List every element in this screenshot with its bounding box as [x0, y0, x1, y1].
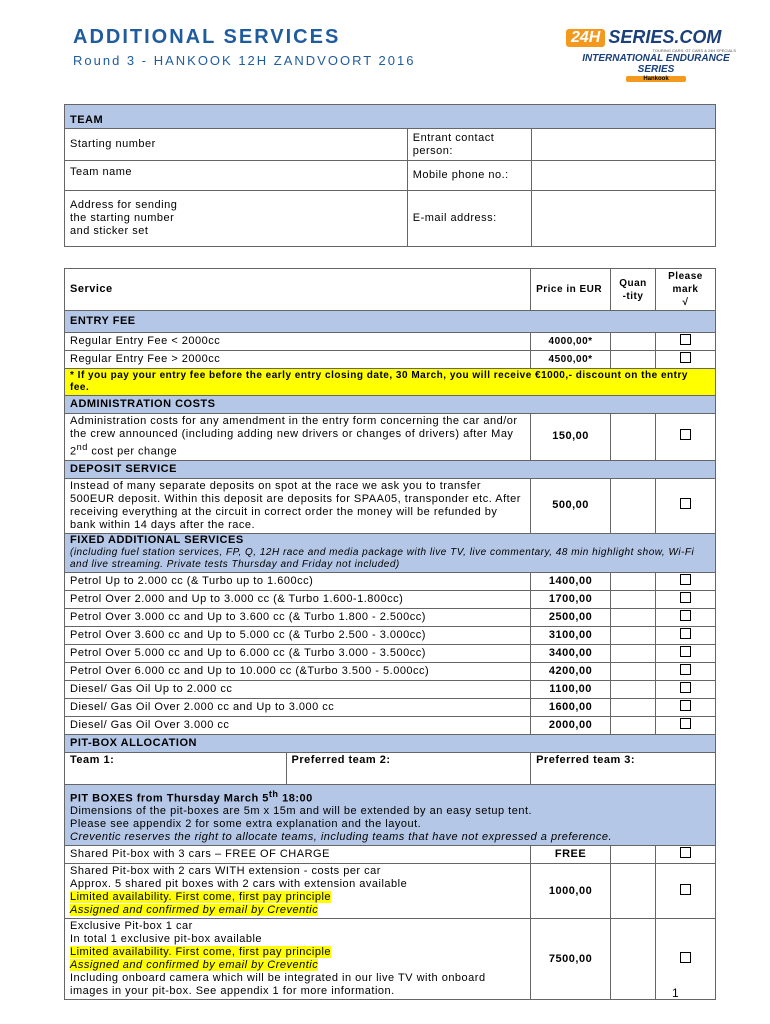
entrant-contact-field[interactable] — [531, 129, 715, 161]
mark-checkbox[interactable] — [680, 646, 691, 657]
pitbox-times-time: 18:00 — [278, 792, 313, 805]
fixed-label: Petrol Over 6.000 cc and Up to 10.000 cc (&Turbo 3.500 - 5.000cc) — [65, 662, 531, 680]
mark-checkbox[interactable] — [680, 592, 691, 603]
pitbox-reserve: Creventic reserves the right to allocate teams, including teams that have not expressed a preference. — [70, 831, 613, 844]
quantity-field[interactable] — [611, 680, 656, 698]
table-row — [65, 644, 716, 662]
pitbox-option-line: Exclusive Pit-box 1 car — [70, 920, 193, 933]
pitbox-times-text: PIT BOXES from Thursday March 5 — [70, 792, 269, 805]
fixed-label: Petrol Over 3.600 cc and Up to 5.000 cc (& Turbo 2.500 - 3.000cc) — [65, 626, 531, 644]
mark-checkbox[interactable] — [680, 574, 691, 585]
mark-checkbox[interactable] — [680, 952, 691, 963]
deposit-price: 500,00 — [531, 478, 611, 533]
mark-checkbox[interactable] — [680, 682, 691, 693]
team-table — [64, 104, 716, 247]
table-row — [65, 572, 716, 590]
mark-col-label: Please mark — [668, 271, 703, 295]
quantity-field[interactable] — [611, 608, 656, 626]
pitbox-appendix: Please see appendix 2 for some extra explanation and the layout. — [70, 818, 422, 831]
entrant-contact-label: Entrant contact person: — [407, 129, 531, 161]
price-col-header: Price in EUR — [531, 269, 611, 311]
fixed-label: Diesel/ Gas Oil Over 3.000 cc — [65, 716, 531, 734]
quantity-field[interactable] — [611, 662, 656, 680]
pitbox-option-description — [65, 919, 531, 1000]
pitbox-option-price: FREE — [531, 846, 611, 864]
quantity-field[interactable] — [611, 698, 656, 716]
quantity-field[interactable] — [611, 351, 656, 369]
services-table — [64, 268, 716, 1000]
fixed-price: 1400,00 — [531, 572, 611, 590]
admin-description — [65, 414, 531, 461]
quantity-field[interactable] — [611, 644, 656, 662]
entry-fee-heading: ENTRY FEE — [65, 311, 716, 333]
mark-checkbox[interactable] — [680, 352, 691, 363]
pitbox-option-highlight: Assigned and confirmed by email by Creventic — [70, 904, 319, 917]
pitbox-option-highlight: Assigned and confirmed by email by Creventic — [70, 959, 319, 972]
mark-checkbox[interactable] — [680, 334, 691, 345]
deposit-description: Instead of many separate deposits on spot at the race we ask you to transfer 500EUR deposit. Within this deposit are deposits for SPAA05, transponder etc. After receiving everything at the circuit in correct order the money will be refunded by bank within 14 days after the race. — [65, 478, 531, 533]
fixed-price: 2500,00 — [531, 608, 611, 626]
fixed-price: 4200,00 — [531, 662, 611, 680]
address-label: Address for sending the starting number and sticker set — [65, 191, 408, 247]
team2-field[interactable]: Preferred team 2: — [286, 752, 531, 784]
mark-checkbox[interactable] — [680, 610, 691, 621]
checkmark-icon: √ — [682, 297, 689, 308]
page-subtitle: Round 3 - HANKOOK 12H ZANDVOORT 2016 — [73, 53, 416, 68]
fixed-label: Petrol Up to 2.000 cc (& Turbo up to 1.600cc) — [65, 572, 531, 590]
fixed-price: 3400,00 — [531, 644, 611, 662]
pitbox-times-sup: th — [268, 788, 279, 799]
logo-24h: 24H — [566, 29, 605, 47]
table-row — [65, 716, 716, 734]
pitbox-option-line: In total 1 exclusive pit-box available — [70, 933, 263, 946]
logo-hankook: Hankook — [626, 76, 686, 82]
fixed-price: 1600,00 — [531, 698, 611, 716]
service-col-header: Service — [65, 269, 531, 311]
starting-number-label: Starting number — [65, 129, 408, 161]
mark-checkbox[interactable] — [680, 884, 691, 895]
logo-series: SERIES.COM — [608, 27, 722, 47]
quantity-field[interactable] — [611, 572, 656, 590]
fixed-label: Petrol Over 3.000 cc and Up to 3.600 cc (& Turbo 1.800 - 2.500cc) — [65, 608, 531, 626]
mobile-field[interactable] — [531, 161, 715, 191]
mark-checkbox[interactable] — [680, 429, 691, 440]
pitbox-option-price: 1000,00 — [531, 864, 611, 919]
table-row — [65, 698, 716, 716]
page-title: ADDITIONAL SERVICES — [73, 26, 341, 48]
quantity-field[interactable] — [611, 414, 656, 461]
table-row — [65, 608, 716, 626]
table-row — [65, 333, 716, 351]
fixed-label: Diesel/ Gas Oil Up to 2.000 cc — [65, 680, 531, 698]
fixed-price: 1700,00 — [531, 590, 611, 608]
page-number: 1 — [672, 986, 679, 1000]
quantity-field[interactable] — [611, 626, 656, 644]
fixed-label: Petrol Over 2.000 and Up to 3.000 cc (& Turbo 1.600-1.800cc) — [65, 590, 531, 608]
quantity-field[interactable] — [611, 333, 656, 351]
mark-checkbox[interactable] — [680, 664, 691, 675]
quantity-field[interactable] — [611, 846, 656, 864]
fixed-label: Petrol Over 5.000 cc and Up to 6.000 cc (& Turbo 3.000 - 3.500cc) — [65, 644, 531, 662]
fixed-note: (including fuel station services, FP, Q, 12H race and media package with live TV, live commentary, 48 min highlight show, Wi-Fi and live streaming. Private tests Thursday and Friday not included) — [70, 546, 695, 570]
admin-price: 150,00 — [531, 414, 611, 461]
quantity-field[interactable] — [611, 919, 656, 1000]
pitbox-times-heading — [70, 788, 710, 806]
fixed-price: 2000,00 — [531, 716, 611, 734]
table-row — [65, 680, 716, 698]
pitbox-option-price: 7500,00 — [531, 919, 611, 1000]
pitbox-option-highlight: Limited availability. First come, first pay principle — [70, 946, 332, 959]
entry-fee-label: Regular Entry Fee > 2000cc — [65, 351, 531, 369]
pitbox-dimensions: Dimensions of the pit-boxes are 5m x 15m and will be extended by an easy setup tent. — [70, 805, 533, 818]
fixed-label: Diesel/ Gas Oil Over 2.000 cc and Up to 3.000 cc — [65, 698, 531, 716]
table-row — [65, 864, 716, 919]
mark-checkbox[interactable] — [680, 498, 691, 509]
admin-text-end: cost per change — [87, 445, 178, 458]
pitbox-heading: PIT-BOX ALLOCATION — [65, 734, 716, 752]
team-heading: TEAM — [65, 105, 716, 129]
team3-field[interactable]: Preferred team 3: — [531, 752, 716, 784]
entry-fee-label: Regular Entry Fee < 2000cc — [65, 333, 531, 351]
table-row — [65, 590, 716, 608]
fixed-price: 1100,00 — [531, 680, 611, 698]
email-field[interactable] — [531, 191, 715, 247]
mark-col-header — [656, 269, 716, 311]
mark-checkbox[interactable] — [680, 847, 691, 858]
fixed-heading: FIXED ADDITIONAL SERVICES — [70, 533, 244, 546]
logo-tagline: TOURING CARS, GT CARS & 24H SPECIALS — [652, 48, 736, 53]
series-logo — [566, 27, 746, 82]
mark-checkbox[interactable] — [680, 628, 691, 639]
table-row — [65, 626, 716, 644]
admin-text: Administration costs for any amendment in the entry form concerning the car and/or the crew announced (including adding new drivers or changes of drivers) after May 2 — [70, 415, 518, 458]
mobile-label: Mobile phone no.: — [407, 161, 531, 191]
fixed-price: 3100,00 — [531, 626, 611, 644]
quantity-col-header: Quan -tity — [611, 269, 656, 311]
entry-fee-price: 4500,00* — [531, 351, 611, 369]
mark-checkbox[interactable] — [680, 718, 691, 729]
entry-fee-note: * If you pay your entry fee before the early entry closing date, 30 March, you will receive €1000,- discount on the entry fee. — [65, 369, 716, 396]
pitbox-option-label: Shared Pit-box with 3 cars – FREE OF CHARGE — [65, 846, 531, 864]
table-row — [65, 662, 716, 680]
admin-sup: nd — [76, 442, 88, 452]
table-row — [65, 846, 716, 864]
pitbox-option-highlight: Limited availability. First come, first pay principle — [70, 891, 332, 904]
deposit-heading: DEPOSIT SERVICE — [65, 460, 716, 478]
team-name-label: Team name — [65, 161, 408, 191]
fixed-section — [65, 533, 716, 572]
pitbox-option-line: Including onboard camera which will be integrated in our live TV with onboard images in your pit-box. See appendix 1 for more information. — [70, 972, 486, 998]
quantity-field[interactable] — [611, 478, 656, 533]
entry-fee-price: 4000,00* — [531, 333, 611, 351]
logo-ies: INTERNATIONAL ENDURANCE SERIES — [582, 53, 730, 75]
mark-checkbox[interactable] — [680, 700, 691, 711]
pitbox-option-line: Shared Pit-box with 2 cars WITH extension - costs per car — [70, 865, 381, 878]
pitbox-option-description — [65, 864, 531, 919]
team1-field[interactable]: Team 1: — [65, 752, 287, 784]
pitbox-option-line: Approx. 5 shared pit boxes with 2 cars with extension available — [70, 878, 408, 891]
quantity-field[interactable] — [611, 716, 656, 734]
pitbox-info — [65, 784, 716, 846]
table-row — [65, 919, 716, 1000]
admin-heading: ADMINISTRATION COSTS — [65, 396, 716, 414]
quantity-field[interactable] — [611, 590, 656, 608]
email-label: E-mail address: — [407, 191, 531, 247]
table-row — [65, 351, 716, 369]
quantity-field[interactable] — [611, 864, 656, 919]
